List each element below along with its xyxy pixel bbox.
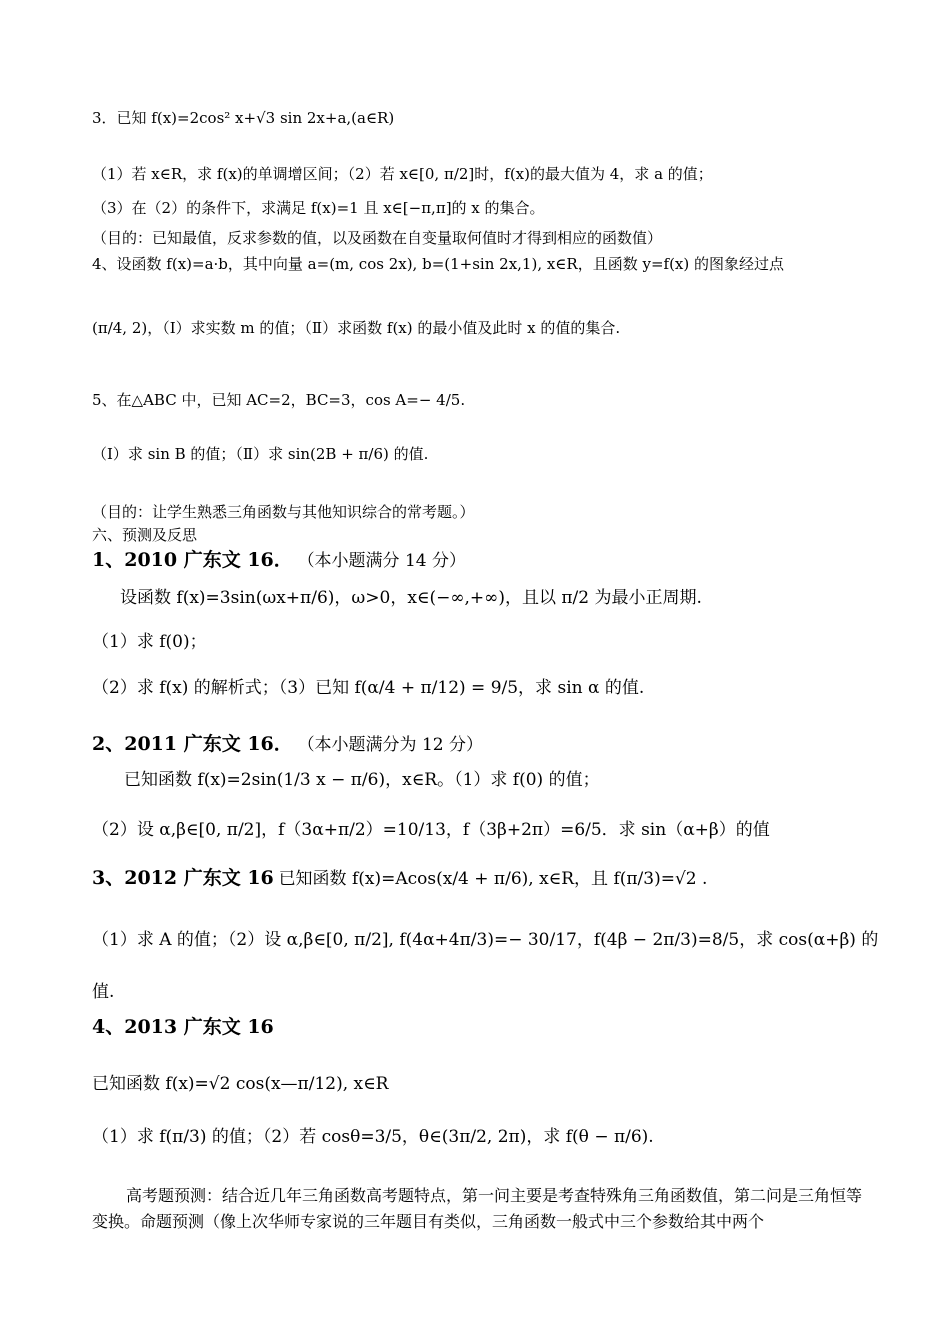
- g2012-heading: [92, 868, 707, 889]
- q3-title: 3．已知 f(x)=2cos² x+√3 sin 2x+a,(a∈R): [92, 109, 395, 127]
- g2010-heading: [92, 550, 466, 571]
- g2011-part2: （2）设 α,β∈[0, π/2]，f（3α+π/2）=10/13，f（3β+2π）=6/5．求 sin（α+β）的值: [92, 820, 770, 840]
- q5-title: 5、在△ABC 中，已知 AC=2，BC=3，cos A=− 4/5.: [92, 391, 466, 409]
- g2012-parts-end: 值.: [92, 982, 115, 1002]
- g2010-title: 1、2010 广东文 16．: [92, 549, 293, 571]
- g2013-parts: （1）求 f(π/3) 的值；（2）若 cosθ=3/5，θ∈(3π/2, 2π)，求 f(θ − π/6).: [92, 1127, 654, 1147]
- g2013-definition: 已知函数 f(x)=√2 cos(x—π/12), x∈R: [92, 1074, 389, 1094]
- g2010-note: （本小题满分 14 分）: [297, 551, 467, 571]
- g2010-part2-3: （2）求 f(x) 的解析式；（3）已知 f(α/4 + π/12) = 9/5，求 sin α 的值.: [92, 678, 645, 698]
- q3-aim: （目的：已知最值，反求参数的值，以及函数在自变量取何值时才得到相应的函数值）: [92, 229, 663, 247]
- g2011-title: 2、2011 广东文 16．: [92, 733, 293, 755]
- section-six-heading: 六、预测及反思: [92, 526, 198, 544]
- g2012-definition: 已知函数 f(x)=Acos(x/4 + π/6), x∈R，且 f(π/3)=√2 .: [278, 869, 708, 889]
- q5-parts: （Ⅰ）求 sin B 的值；（Ⅱ）求 sin(2B + π/6) 的值.: [92, 445, 429, 463]
- q5-aim: （目的：让学生熟悉三角函数与其他知识综合的常考题。）: [92, 503, 475, 521]
- g2011-definition: 已知函数 f(x)=2sin(1/3 x − π/6)，x∈R。（1）求 f(0) 的值；: [124, 770, 600, 790]
- g2010-part1: （1）求 f(0)；: [92, 632, 207, 652]
- g2012-parts: （1）求 A 的值；（2）设 α,β∈[0, π/2], f(4α+4π/3)=− 30/17，f(4β − 2π/3)=8/5，求 cos(α+β) 的: [92, 930, 879, 950]
- g2011-heading: [92, 734, 483, 755]
- g2011-note: （本小题满分为 12 分）: [297, 735, 484, 755]
- q4-title: 4、设函数 f(x)=a·b，其中向量 a=(m, cos 2x), b=(1+sin 2x,1), x∈R，且函数 y=f(x) 的图象经过点: [92, 255, 785, 273]
- g2010-definition: 设函数 f(x)=3sin(ωx+π/6)，ω>0，x∈(−∞,+∞)，且以 π/2 为最小正周期.: [120, 588, 702, 608]
- q4-parts: (π/4, 2)，（Ⅰ）求实数 m 的值；（Ⅱ）求函数 f(x) 的最小值及此时 x 的值的集合.: [92, 319, 621, 337]
- q3-part3: （3）在（2）的条件下，求满足 f(x)=1 且 x∈[−π,π]的 x 的集合。: [92, 199, 545, 217]
- g2012-title: 3、2012 广东文 16: [92, 867, 274, 889]
- q3-part1-2: （1）若 x∈R，求 f(x)的单调增区间；（2）若 x∈[0, π/2]时，f(x)的最大值为 4，求 a 的值；: [92, 165, 713, 183]
- g2013-title: 4、2013 广东文 16: [92, 1016, 274, 1038]
- forecast-paragraph: 高考题预测：结合近几年三角函数高考题特点，第一问主要是考查特殊角三角函数值，第二问是三角恒等变换。命题预测（像上次华师专家说的三年题目有类似，三角函数一般式中三个参数给其中两个: [92, 1186, 863, 1231]
